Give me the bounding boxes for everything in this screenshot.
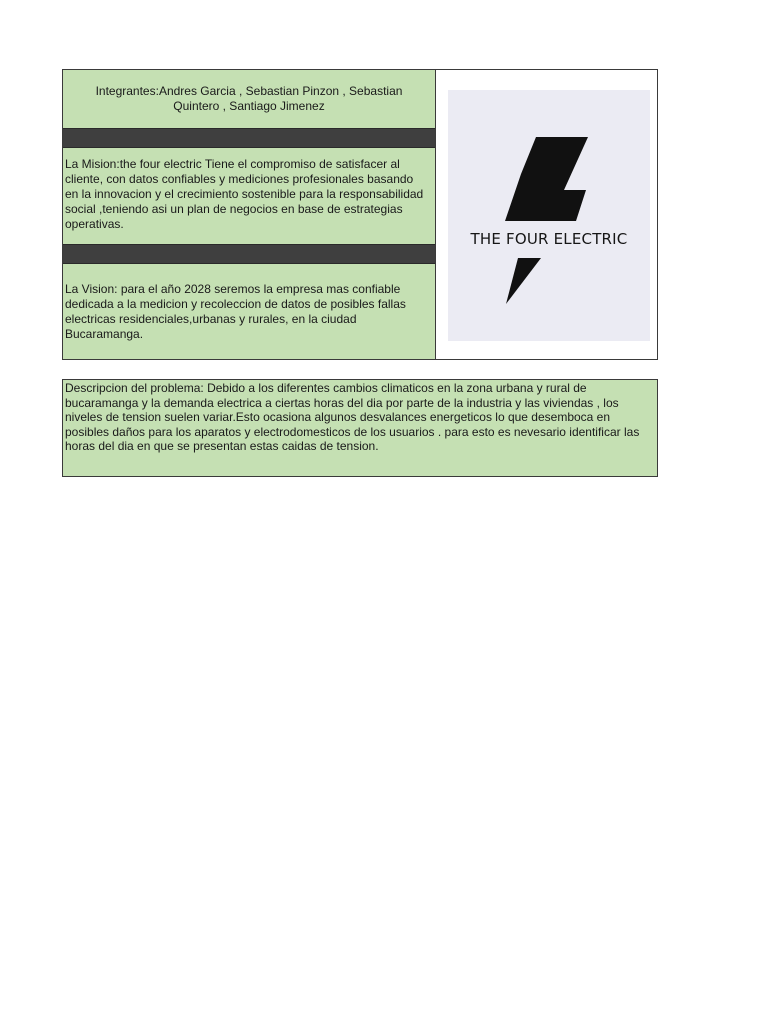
separator-bar — [63, 128, 435, 148]
logo-column — [436, 70, 657, 359]
logo-text: THE FOUR ELECTRIC — [470, 230, 628, 248]
info-column — [63, 70, 436, 359]
company-info-table — [62, 69, 658, 360]
lightning-bolt-icon — [448, 90, 650, 341]
problem-description-text: Descripcion del problema: Debido a los diferentes cambios climaticos en la zona urbana y rural de bucaramanga y la demanda electrica a ciertas horas del dia por parte de la industria y las viviendas , los niveles de tension suelen variar.Esto ocasiona algunos desvalances energeticos lo que desemboca en posibles daños para los aparatos y electrodomesticos de los usuarios . para esto es nevesario identificar las horas del dia en que se presentan estas caidas de tension. — [65, 381, 640, 453]
vision-cell — [63, 264, 435, 359]
members-cell: Integrantes:Andres Garcia , Sebastian Pinzon , Sebastian Quintero , Santiago Jimenez — [63, 70, 435, 128]
separator-bar — [63, 244, 435, 264]
vision-text: La Vision: para el año 2028 seremos la empresa mas confiable dedicada a la medicion y recoleccion de datos de posibles fallas electricas residenciales,urbanas y rurales, en la ciudad Bucaramanga. — [65, 281, 406, 341]
mission-cell: La Mision:the four electric Tiene el compromiso de satisfacer al cliente, con datos confiables y mediciones profesionales basando en la innovacion y el crecimiento sostenible para la responsabilidad social ,teniendo asi un plan de negocios en base de estrategias operativas. — [63, 148, 435, 244]
problem-description-box — [62, 379, 658, 477]
company-logo — [448, 90, 650, 341]
